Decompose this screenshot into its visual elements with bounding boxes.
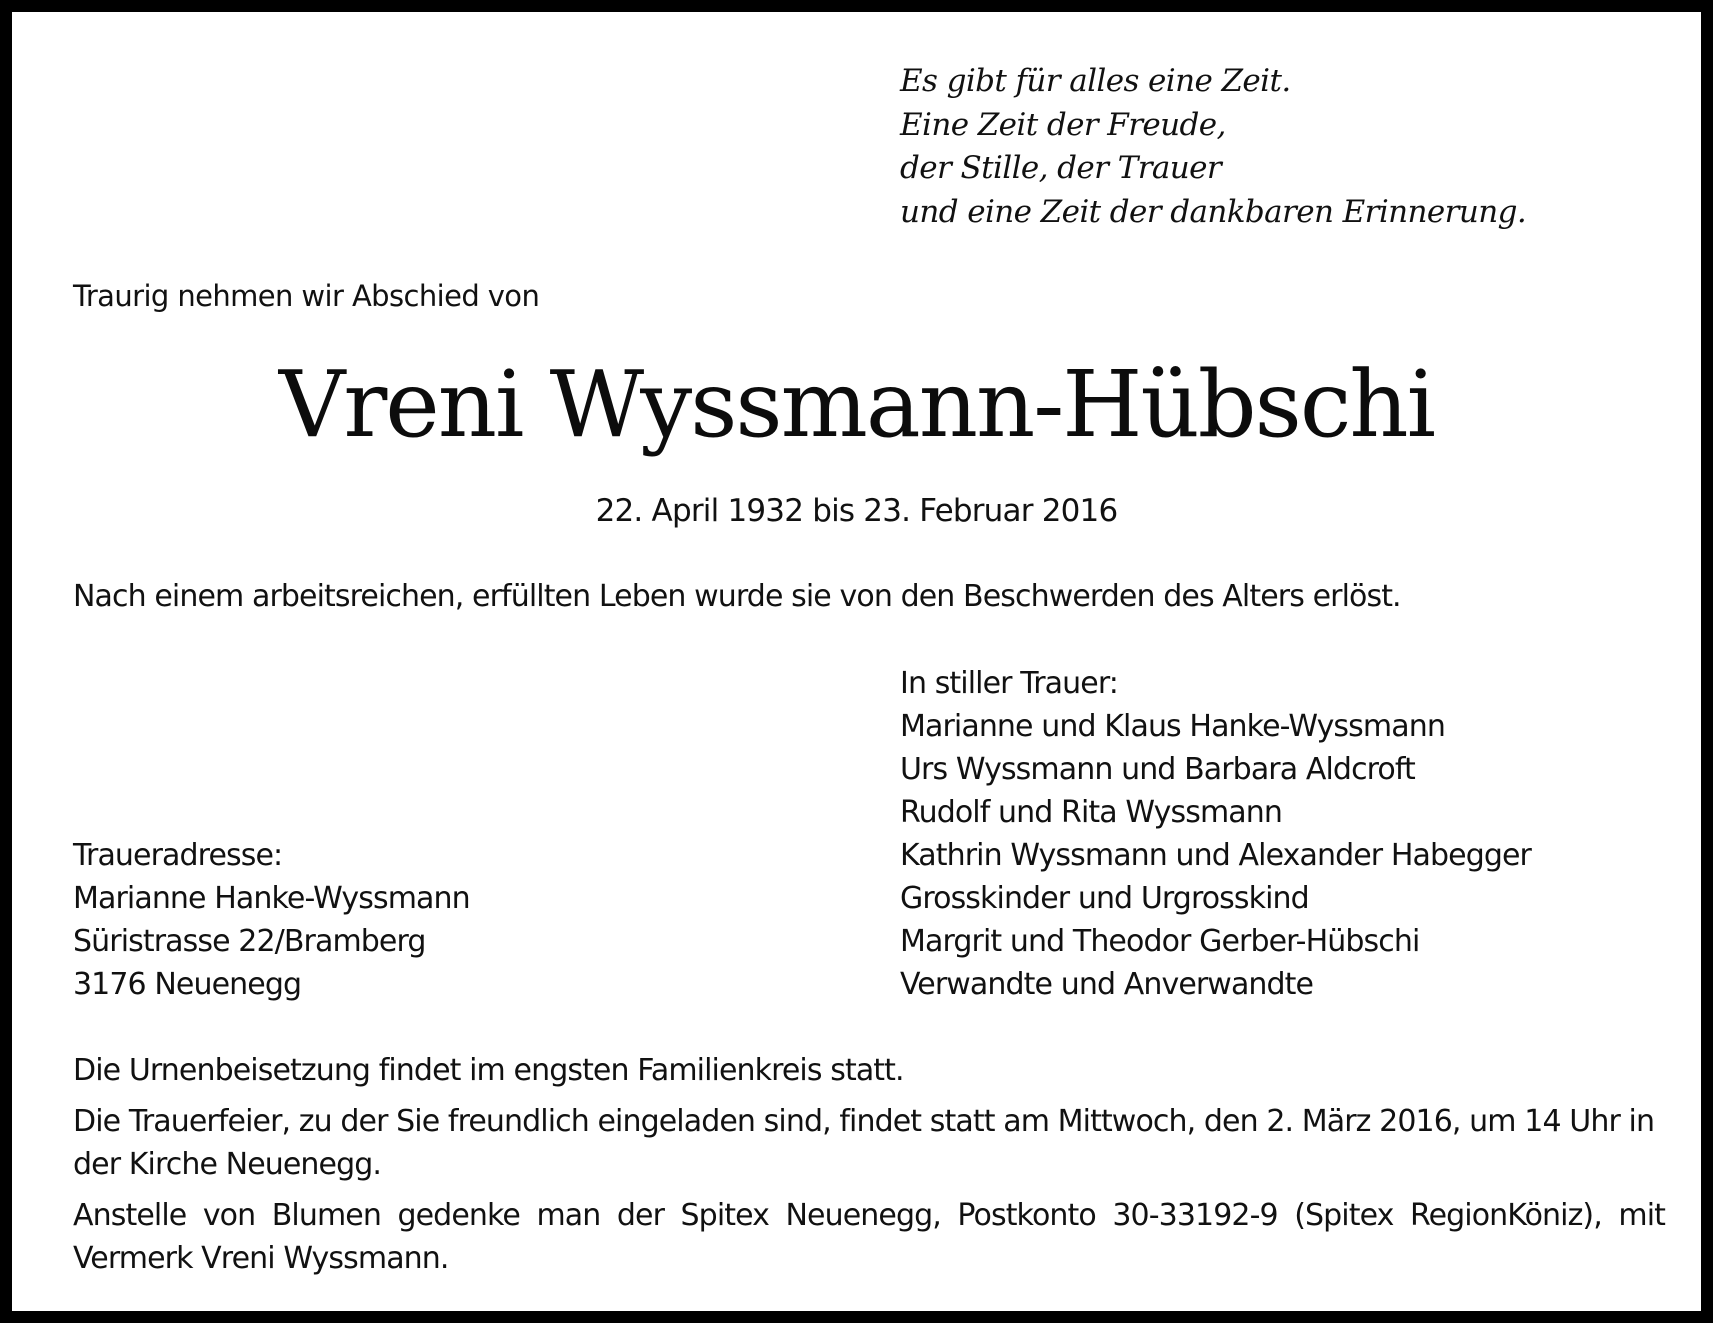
mourner-name: Urs Wyssmann und Barbara Aldcroft bbox=[900, 752, 1415, 787]
intro-text: Traurig nehmen wir Abschied von bbox=[73, 279, 540, 313]
mourner-name: Grosskinder und Urgrosskind bbox=[900, 881, 1309, 916]
burial-note: Die Urnenbeisetzung findet im engsten Familienkreis statt. bbox=[73, 1053, 904, 1088]
poem-line: der Stille, der Trauer bbox=[900, 150, 1222, 186]
poem-line: Es gibt für alles eine Zeit. bbox=[900, 63, 1291, 99]
mourner-name: Verwandte und Anverwandte bbox=[900, 967, 1314, 1002]
mourning-address bbox=[73, 834, 470, 1006]
donation-note: Anstelle von Blumen gedenke man der Spitex Neuenegg, Postkonto 30-33192-9 (Spitex RegionKöniz), mit Vermerk Vreni Wyssmann. bbox=[73, 1198, 1665, 1276]
address-line: Marianne Hanke-Wyssmann bbox=[73, 881, 470, 916]
address-line: 3176 Neuenegg bbox=[73, 967, 302, 1002]
mourner-name: Kathrin Wyssmann und Alexander Habegger bbox=[900, 838, 1531, 873]
address-label: Traueradresse: bbox=[73, 838, 283, 873]
mourner-name: Margrit und Theodor Gerber-Hübschi bbox=[900, 924, 1420, 959]
address-line: Süristrasse 22/Bramberg bbox=[73, 924, 426, 959]
lead-text: Nach einem arbeitsreichen, erfüllten Leben wurde sie von den Beschwerden des Alters erlöst. bbox=[73, 579, 1401, 614]
poem bbox=[900, 60, 1526, 234]
poem-line: Eine Zeit der Freude, bbox=[900, 106, 1226, 143]
mourners-list bbox=[900, 662, 1531, 1006]
ceremony-note: Die Trauerfeier, zu der Sie freundlich eingeladen sind, findet statt am Mittwoch, den 2. März 2016, um 14 Uhr in der Kirche Neuenegg. bbox=[73, 1104, 1655, 1182]
mourner-name: Rudolf und Rita Wyssmann bbox=[900, 795, 1282, 830]
mourners-heading: In stiller Trauer: bbox=[900, 666, 1118, 701]
life-dates: 22. April 1932 bis 23. Februar 2016 bbox=[595, 493, 1118, 529]
deceased-name: Vreni Wyssmann-Hübschi bbox=[278, 351, 1435, 458]
mourner-name: Marianne und Klaus Hanke-Wyssmann bbox=[900, 709, 1445, 744]
closing-notes bbox=[73, 1049, 1665, 1288]
poem-line: und eine Zeit der dankbaren Erinnerung. bbox=[900, 193, 1527, 230]
